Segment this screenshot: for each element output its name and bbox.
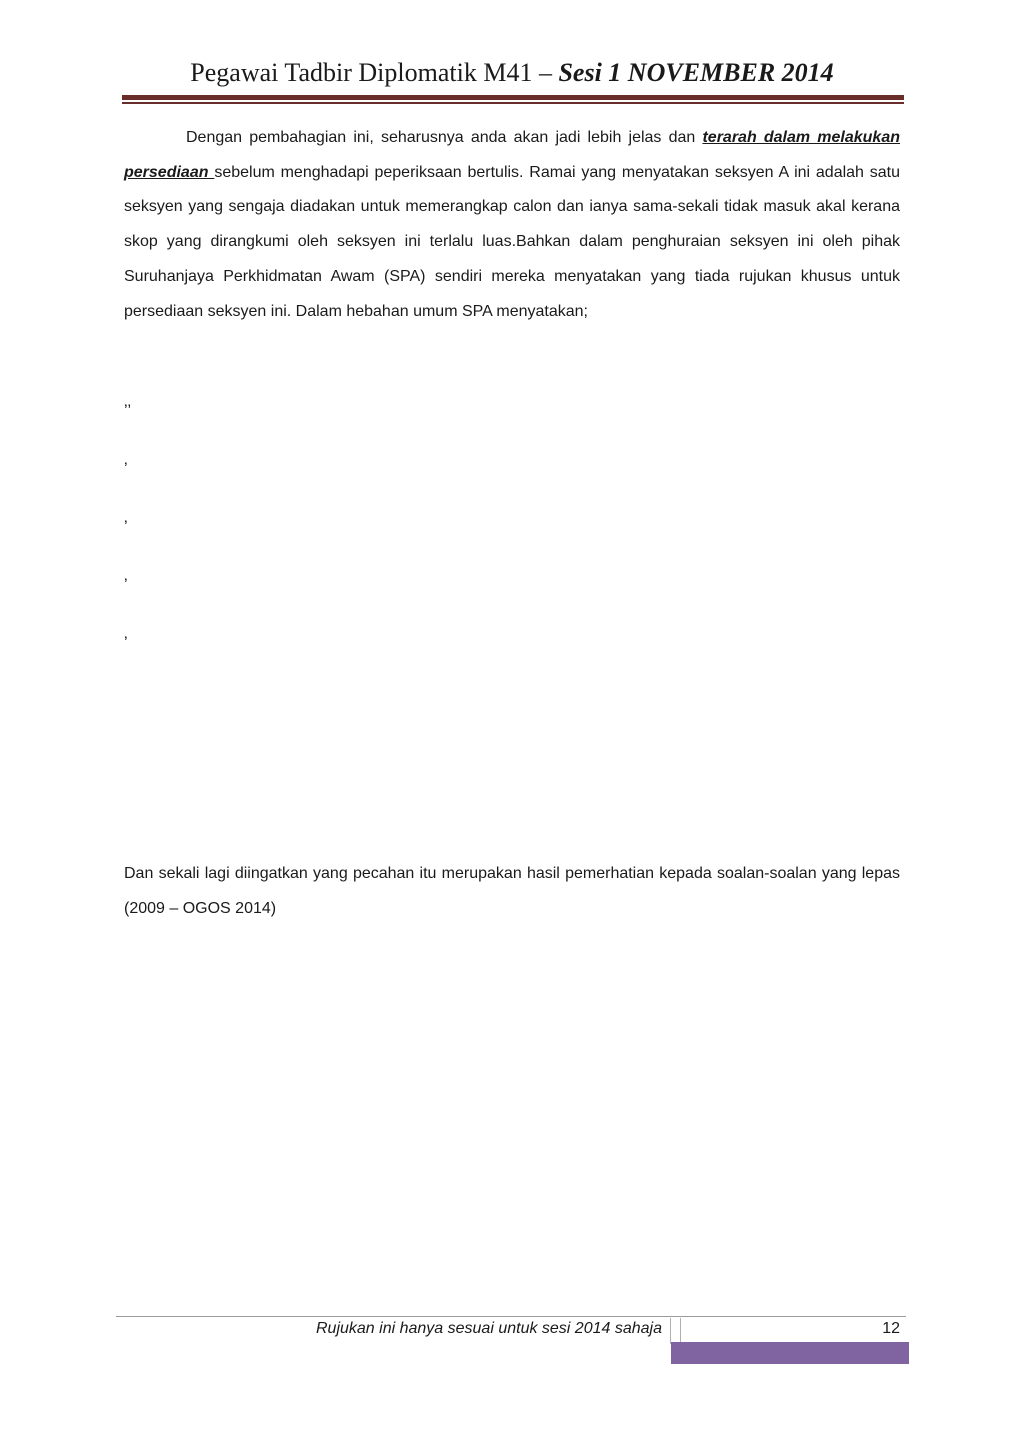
quote-mark: ‚	[124, 509, 128, 526]
footer-separator	[680, 1318, 681, 1344]
quote-mark: ‚	[124, 567, 128, 584]
quote-mark: ‚	[124, 451, 128, 468]
header-rule-thick	[122, 95, 904, 100]
paragraph-emphasis: terarah dalam melakukan persediaan	[124, 129, 901, 181]
quote-mark: ‚‚	[124, 393, 132, 410]
header-rule-thin	[122, 102, 904, 104]
footer-note: Rujukan ini hanya sesuai untuk sesi 2014 sahaja	[315, 1320, 662, 1337]
page-number: 12	[882, 1320, 900, 1337]
header-session: Sesi 1 NOVEMBER 2014	[558, 58, 834, 87]
body-paragraph	[124, 121, 900, 329]
page-header	[120, 58, 904, 92]
quote-mark: ‚	[124, 625, 128, 642]
footer-rule	[116, 1316, 906, 1317]
header-title: Pegawai Tadbir Diplomatik M41 –	[190, 58, 559, 87]
paragraph-text-start: Dengan pembahagian ini, seharusnya anda akan jadi lebih jelas dan	[186, 129, 703, 146]
footer-accent-bar	[671, 1342, 909, 1364]
footer-separator	[670, 1318, 671, 1344]
closing-paragraph: Dan sekali lagi diingatkan yang pecahan itu merupakan hasil pemerhatian kepada soalan-soalan yang lepas (2009 – OGOS 2014)	[124, 865, 900, 917]
paragraph-text-end: sebelum menghadapi peperiksaan bertulis. Ramai yang menyatakan seksyen A ini adalah satu seksyen yang sengaja diadakan untuk memerangkap calon dan ianya sama-sekali tidak masuk akal kerana skop yang dirangkumi oleh seksyen ini terlalu luas.Bahkan dalam penghuraian seksyen ini oleh pihak Suruhanjaya Perkhidmatan Awam (SPA) sendiri mereka menyatakan yang tiada rujukan khusus untuk persediaan seksyen ini. Dalam hebahan umum SPA menyatakan;	[124, 163, 900, 320]
